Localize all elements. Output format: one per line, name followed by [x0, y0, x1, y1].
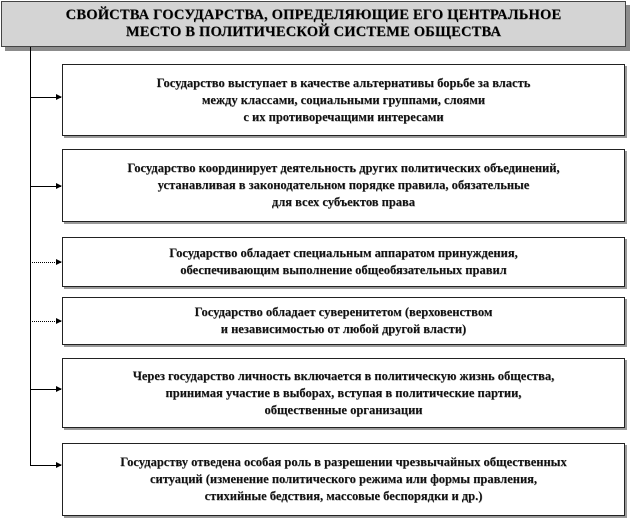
property-2-line-3: для всех субъектов права	[271, 195, 416, 209]
connector-arrow-3	[30, 262, 61, 263]
diagram-title	[1, 1, 626, 47]
connector-arrow-2	[30, 186, 61, 187]
property-2-line-1: Государство координирует деятельность других политических объединений,	[127, 161, 560, 175]
title-line-1: СВОЙСТВА ГОСУДАРСТВА, ОПРЕДЕЛЯЮЩИЕ ЕГО ЦЕНТРАЛЬНОЕ	[65, 7, 562, 23]
property-box-3	[62, 237, 625, 287]
connector-arrow-4	[30, 321, 61, 322]
property-box-1	[62, 64, 625, 136]
property-4-line-2: и независимостью от любой другой власти)	[220, 322, 467, 336]
property-3-line-1: Государство обладает специальным аппаратом принуждения,	[169, 246, 518, 260]
property-box-5	[62, 358, 625, 428]
property-1-line-1: Государство выступает в качестве альтернативы борьбе за власть	[156, 75, 531, 90]
property-5-line-3: общественные организации	[264, 402, 423, 417]
property-5-line-1: Через государство личность включается в политическую жизнь общества,	[132, 368, 555, 383]
property-6-line-2: ситуаций (изменение политического режима или формы правления,	[149, 472, 538, 486]
property-box-4	[62, 297, 625, 345]
connector-arrow-6	[30, 465, 61, 466]
connector-arrow-1	[30, 97, 61, 98]
property-6-line-1: Государству отведена особая роль в разрешении чрезвычайных общественных	[120, 455, 567, 469]
property-6-line-3: стихийные бедствия, массовые беспорядки и др.)	[204, 489, 483, 503]
connector-arrow-5	[30, 389, 61, 390]
property-2-line-2: устанавливая в законодательном порядке правила, обязательные	[157, 178, 530, 192]
property-1-line-3: с их противоречащими интересами	[243, 109, 444, 124]
title-line-2: МЕСТО В ПОЛИТИЧЕСКОЙ СИСТЕМЕ ОБЩЕСТВА	[125, 24, 502, 40]
property-1-line-2: между классами, социальными группами, слоями	[201, 92, 486, 107]
property-box-6	[62, 443, 625, 516]
property-5-line-2: принимая участие в выборах, вступая в политические партии,	[165, 385, 522, 400]
connector-spine	[30, 47, 31, 465]
property-box-2	[62, 149, 625, 222]
property-3-line-2: обеспечивающим выполнение общеобязательных правил	[180, 263, 507, 277]
property-4-line-1: Государство обладает суверенитетом (верховенством	[194, 305, 493, 319]
